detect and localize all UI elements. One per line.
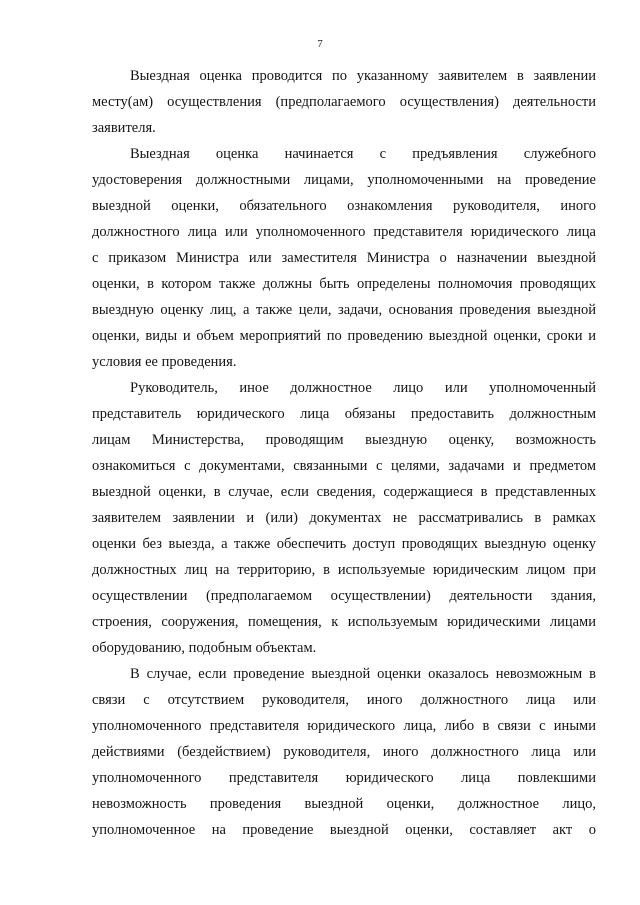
text-line: уполномоченное на проведение выездной оценки, составляет акт о <box>92 822 596 838</box>
text-line: Руководитель, иное должностное лицо или уполномоченный <box>130 380 596 396</box>
text-line: условия ее проведения. <box>92 354 237 370</box>
text-line: заявителем заявлении и (или) документах не рассматривались в рамках <box>92 510 596 526</box>
text-line: оценки без выезда, а также обеспечить доступ проводящих выездную оценку <box>92 536 596 552</box>
text-line: действиями (бездействием) руководителя, иного должностного лица или <box>92 744 596 760</box>
text-line: с приказом Министра или заместителя Министра о назначении выездной <box>92 250 596 266</box>
text-line: представитель юридического лица обязаны предоставить должностным <box>92 406 596 422</box>
text-line: ознакомиться с документами, связанными с целями, задачами и предметом <box>92 458 596 474</box>
text-line: удостоверения должностными лицами, уполномоченными на проведение <box>92 172 596 188</box>
text-line: должностного лица или уполномоченного представителя юридического лица <box>92 224 596 240</box>
text-line: связи с отсутствием руководителя, иного должностного лица или <box>92 692 596 708</box>
text-line: осуществлении (предполагаемом осуществлении) деятельности здания, <box>92 588 596 604</box>
text-line: уполномоченного представителя юридического лица повлекшими <box>92 770 596 786</box>
text-line: Выездная оценка начинается с предъявления служебного <box>130 146 596 162</box>
text-line: невозможность проведения выездной оценки, должностное лицо, <box>92 796 596 812</box>
text-line: Выездная оценка проводится по указанному заявителем в заявлении <box>130 68 596 84</box>
text-line: должностных лиц на территорию, в используемые юридическим лицом при <box>92 562 596 578</box>
text-line: месту(ам) осуществления (предполагаемого осуществления) деятельности <box>92 94 596 110</box>
page-number: 7 <box>317 38 323 50</box>
text-line: выездной оценки, обязательного ознакомления руководителя, иного <box>92 198 596 214</box>
text-line: выездную оценку лиц, а также цели, задачи, основания проведения выездной <box>92 302 596 318</box>
text-line: оценки, в котором также должны быть определены полномочия проводящих <box>92 276 596 292</box>
text-line: уполномоченного представителя юридического лица, либо в связи с иными <box>92 718 596 734</box>
text-line: оборудованию, подобным объектам. <box>92 640 317 656</box>
text-line: В случае, если проведение выездной оценки оказалось невозможным в <box>130 666 596 682</box>
text-line: выездной оценки, в случае, если сведения, содержащиеся в представленных <box>92 484 596 500</box>
text-line: оценки, виды и объем мероприятий по проведению выездной оценки, сроки и <box>92 328 596 344</box>
text-line: строения, сооружения, помещения, к используемым юридическими лицами <box>92 614 596 630</box>
text-line: лицам Министерства, проводящим выездную оценку, возможность <box>92 432 596 448</box>
text-line: заявителя. <box>92 120 156 136</box>
